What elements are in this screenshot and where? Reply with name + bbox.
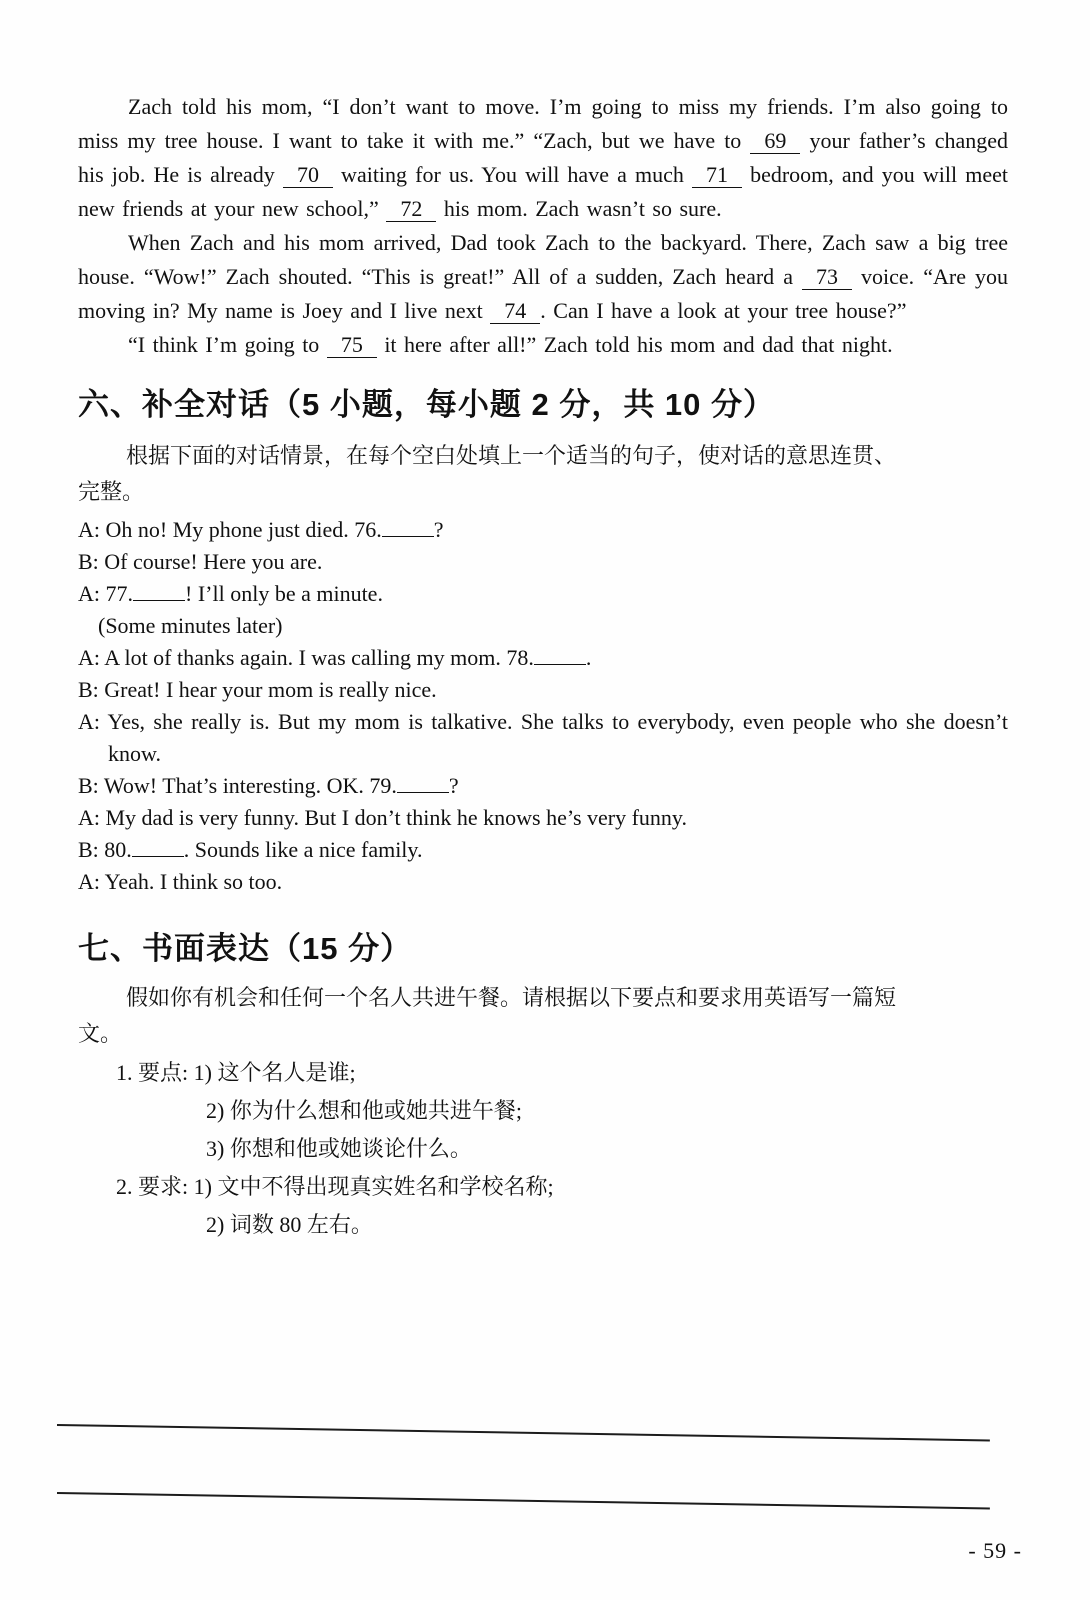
fill-in-blank-70: 70 [283, 163, 333, 188]
fill-in-blank-72: 72 [386, 197, 436, 222]
fill-in-blank-69: 69 [750, 129, 800, 154]
text-segment: A: Oh no! My phone just died. 76. [78, 517, 382, 542]
text-segment: ! I’ll only be a minute. [185, 581, 383, 606]
dialogue-line-b3 [78, 770, 1008, 802]
fill-in-blank [133, 581, 185, 601]
dialogue-line-a6 [78, 866, 1008, 898]
fill-in-blank-74: 74 [490, 299, 540, 324]
footer-rule-bottom [57, 1492, 990, 1509]
section7-heading: 七、书面表达（15 分） [78, 931, 413, 966]
dialogue-line-b4 [78, 834, 1008, 866]
dialogue-line-b2 [78, 674, 1008, 706]
cloze-passage [78, 90, 1008, 362]
text-segment: (Some minutes later) [98, 613, 283, 638]
text-segment: B: 80. [78, 837, 132, 862]
text-segment: it here after all!” Zach told his mom and dad that night. [376, 332, 893, 357]
text-segment: When Zach and his mom arrived, Dad took Zach to the backyard. There, Zach saw a big tree house. “Wow!” Zach shouted. “This is great!” All of a sudden, Zach heard a [78, 230, 1008, 289]
text-segment: . [585, 645, 592, 670]
dialogue-line-a2 [78, 578, 1008, 610]
text-segment: A: Yeah. I think so too. [78, 869, 283, 894]
dialogue-line-a3 [78, 642, 1008, 674]
outline-points-item-1: 1. 要点: 1) 这个名人是谁; [116, 1060, 356, 1085]
dialogue-line-a4 [78, 706, 1008, 770]
section7-intro-line-1: 假如你有机会和任何一个名人共进午餐。请根据以下要点和要求用英语写一篇短 [126, 985, 897, 1010]
page-number: - 59 - [968, 1538, 1022, 1563]
section6-intro-line-2: 完整。 [78, 479, 145, 504]
outline-points-item-2: 2) 你为什么想和他或她共进午餐; [206, 1098, 522, 1123]
dialogue-line-a1 [78, 514, 1008, 546]
text-segment: voice. “Are you moving in? My name is Joey and I live next [78, 264, 1008, 323]
text-segment: B: Of course! Here you are. [78, 549, 323, 574]
text-segment: A: My dad is very funny. But I don’t think he knows he’s very funny. [78, 805, 688, 830]
outline-requirements-item-1: 2. 要求: 1) 文中不得出现真实姓名和学校名称; [116, 1174, 554, 1199]
section6-intro-line-1: 根据下面的对话情景，在每个空白处填上一个适当的句子，使对话的意思连贯、 [126, 443, 897, 468]
fill-in-blank [397, 773, 449, 793]
text-segment: ? [433, 517, 444, 542]
outline-requirements-item-2: 2) 词数 80 左右。 [206, 1212, 373, 1237]
footer-rule-top [57, 1424, 990, 1441]
essay-outline [78, 1054, 1008, 1244]
fill-in-blank-71: 71 [692, 163, 742, 188]
dialogue-line-b1 [78, 546, 1008, 578]
fill-in-blank-75: 75 [327, 333, 377, 358]
text-segment: . Sounds like a nice family. [183, 837, 423, 862]
text-segment: Zach told his mom, “I don’t want to move. I’m going to miss my friends. I’m also going to miss my tree house. I want to take it with me.” “Zach, but we have to [78, 94, 1008, 153]
section6-heading: 六、补全对话（5 小题，每小题 2 分，共 10 分） [78, 387, 776, 422]
dialogue-stage-direction [78, 610, 1008, 642]
page-content [78, 90, 1008, 1244]
fill-in-blank [534, 645, 586, 665]
text-segment: your father’s changed his job. He is already [78, 128, 1008, 187]
fill-in-blank-73: 73 [802, 265, 852, 290]
text-segment: waiting for us. You will have a much [332, 162, 692, 187]
text-segment: B: Wow! That’s interesting. OK. 79. [78, 773, 397, 798]
cloze-paragraph-3 [78, 328, 1008, 362]
fill-in-blank [132, 837, 184, 857]
outline-points-item-3: 3) 你想和他或她谈论什么。 [206, 1136, 472, 1161]
text-segment: A: Yes, she really is. But my mom is talkative. She talks to everybody, even people who she doesn’t know. [78, 709, 1008, 766]
text-segment: B: Great! I hear your mom is really nice. [78, 677, 437, 702]
fill-in-blank [382, 517, 434, 537]
text-segment: . Can I have a look at your tree house?” [540, 298, 907, 323]
dialogue [78, 514, 1008, 898]
text-segment: his mom. Zach wasn’t so sure. [436, 196, 722, 221]
text-segment: bedroom, and you will meet new friends at your new school,” [78, 162, 1008, 221]
text-segment: A: A lot of thanks again. I was calling my mom. 78. [78, 645, 534, 670]
cloze-paragraph-2 [78, 226, 1008, 328]
cloze-paragraph-1 [78, 90, 1008, 226]
section7-intro-line-2: 文。 [78, 1021, 123, 1046]
text-segment: “I think I’m going to [128, 332, 327, 357]
text-segment: ? [448, 773, 459, 798]
dialogue-line-a5 [78, 802, 1008, 834]
text-segment: A: 77. [78, 581, 133, 606]
